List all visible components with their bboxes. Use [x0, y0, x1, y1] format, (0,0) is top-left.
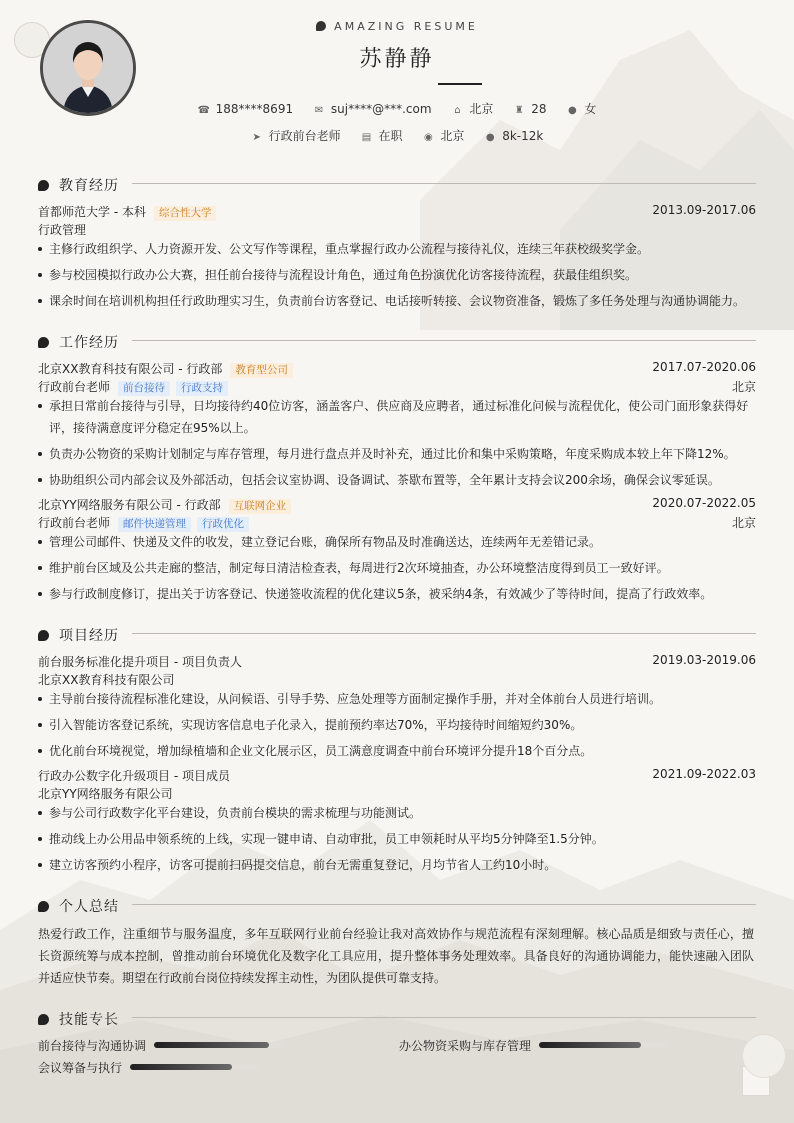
job-header: 北京XX教育科技有限公司 - 行政部 教育型公司 2017.07-2020.06 — [38, 360, 756, 376]
skill-bar — [539, 1042, 667, 1048]
skill-tag: 前台接待 — [118, 381, 170, 396]
section-title: 项目经历 — [38, 625, 119, 645]
decorative-circle — [742, 1034, 786, 1078]
list-item: 引入智能访客登记系统，实现访客信息电子化录入，提前预约率达70%，平均接待时间缩短约30%。 — [38, 714, 750, 736]
contact-age: ♜ 28 — [514, 102, 547, 116]
education-header: 首都师范大学 - 本科 综合性大学 2013.09-2017.06 — [38, 203, 756, 219]
name-divider — [438, 83, 482, 85]
list-item: 参与校园模拟行政办公大赛，担任前台接待与流程设计角色，通过角色扮演优化访客接待流程，获最佳组织奖。 — [38, 264, 750, 286]
location-icon: ◉ — [423, 132, 433, 143]
section-title: 工作经历 — [38, 332, 119, 352]
job-role: 行政前台老师 邮件快递管理 行政优化 北京 — [38, 516, 756, 530]
candidate-name: 苏静静 — [359, 47, 435, 72]
gender-icon: ● — [567, 105, 577, 116]
ink-drop-icon — [38, 337, 49, 348]
skill-name: 办公物资采购与库存管理 — [399, 1039, 532, 1053]
age-icon: ♜ — [514, 105, 524, 116]
section-divider — [132, 183, 756, 184]
list-item: 主导前台接待流程标准化建设，从问候语、引导手势、应急处理等方面制定操作手册，并对全体前台人员进行培训。 — [38, 688, 750, 710]
skill-bar-fill — [539, 1042, 641, 1048]
intent-city: ◉ 北京 — [423, 129, 465, 143]
project-period: 2021.09-2022.03 — [652, 767, 756, 781]
intent-position: ➤ 行政前台老师 — [252, 129, 341, 143]
work-section — [38, 332, 756, 352]
list-item: 维护前台区域及公共走廊的整洁，制定每日清洁检查表，每周进行2次环境抽查，办公环境整洁度得到员工一致好评。 — [38, 557, 750, 579]
company-tag: 教育型公司 — [230, 363, 293, 378]
contact-row — [0, 100, 794, 117]
company-tag: 互联网企业 — [229, 499, 292, 514]
job-period: 2017.07-2020.06 — [652, 360, 756, 374]
list-item: 推动线上办公用品申领系统的上线，实现一键申请、自动审批，员工申领耗时从平均5分钟降至1.5分钟。 — [38, 828, 750, 850]
job-period: 2020.07-2022.05 — [652, 496, 756, 510]
job-city: 北京 — [731, 380, 756, 394]
job-role: 行政前台老师 前台接待 行政支持 北京 — [38, 380, 756, 394]
briefcase-icon: ▤ — [361, 132, 372, 143]
section-title: 技能专长 — [38, 1009, 119, 1029]
skill-bar — [154, 1042, 282, 1048]
contact-gender: ● 女 — [567, 102, 597, 116]
skill-bar-fill — [154, 1042, 269, 1048]
contact-home: ⌂ 北京 — [451, 100, 493, 117]
section-divider — [132, 340, 756, 341]
project-header: 行政办公数字化升级项目 - 项目成员 2021.09-2022.03 — [38, 767, 756, 783]
list-item: 建立访客预约小程序，访客可提前扫码提交信息，前台无需重复登记，月均节省人工约10小时。 — [38, 854, 750, 876]
job-city: 北京 — [731, 516, 756, 530]
education-section — [38, 175, 756, 195]
skills-section — [38, 1009, 756, 1029]
ink-drop-icon — [38, 901, 49, 912]
phone-icon: ☎ — [197, 105, 211, 116]
brand-label: AMAZING RESUME — [0, 20, 794, 33]
summary-section — [38, 896, 756, 916]
section-title: 个人总结 — [38, 896, 119, 916]
ink-drop-icon — [38, 180, 49, 191]
contact-email: ✉ suj****@***.com — [314, 102, 432, 116]
list-item: 参与公司行政数字化平台建设，负责前台模块的需求梳理与功能测试。 — [38, 802, 750, 824]
ink-drop-icon — [38, 630, 49, 641]
section-divider — [132, 1017, 756, 1018]
skill-tag: 行政优化 — [197, 517, 249, 532]
intent-salary: ● 8k-12k — [485, 129, 544, 143]
ink-drop-icon — [38, 1014, 49, 1025]
project-header: 前台服务标准化提升项目 - 项目负责人 2019.03-2019.06 — [38, 653, 756, 669]
project-org: 北京XX教育科技有限公司 — [38, 673, 175, 687]
education-period: 2013.09-2017.06 — [652, 203, 756, 217]
section-divider — [132, 904, 756, 905]
job-header: 北京YY网络服务有限公司 - 行政部 互联网企业 2020.07-2022.05 — [38, 496, 756, 512]
home-icon: ⌂ — [454, 105, 461, 116]
skill-bar-fill — [130, 1064, 232, 1070]
skill-tag: 邮件快递管理 — [118, 517, 191, 532]
send-icon: ➤ — [252, 132, 261, 143]
section-title: 教育经历 — [38, 175, 119, 195]
skill-name: 前台接待与沟通协调 — [38, 1039, 147, 1053]
mail-icon: ✉ — [314, 105, 324, 116]
project-org: 北京YY网络服务有限公司 — [38, 787, 173, 801]
list-item: 协助组织公司内部会议及外部活动，包括会议室协调、设备调试、茶歇布置等，全年累计支持会议200余场，确保会议零延误。 — [38, 469, 750, 491]
list-item: 主修行政组织学、人力资源开发、公文写作等课程，重点掌握行政办公流程与接待礼仪，连续三年获校级奖学金。 — [38, 238, 750, 260]
section-divider — [132, 633, 756, 634]
project-section — [38, 625, 756, 645]
ink-drop-icon — [316, 21, 326, 31]
education-major: 行政管理 — [38, 223, 87, 237]
school-tag: 综合性大学 — [154, 206, 217, 221]
list-item: 承担日常前台接待与引导，日均接待约40位访客，涵盖客户、供应商及应聘者，通过标准化问候与流程优化，使公司门面形象获得好评，接待满意度评分稳定在95%以上。 — [38, 395, 750, 439]
intent-row — [0, 127, 794, 144]
skill-name: 会议筹备与执行 — [38, 1061, 123, 1075]
list-item: 管理公司邮件、快递及文件的收发，建立登记台账，确保所有物品及时准确送达，连续两年无差错记录。 — [38, 531, 750, 553]
intent-status: ▤ 在职 — [361, 129, 403, 143]
list-item: 优化前台环境视觉，增加绿植墙和企业文化展示区，员工满意度调查中前台环境评分提升18个百分点。 — [38, 740, 750, 762]
project-period: 2019.03-2019.06 — [652, 653, 756, 667]
summary-text: 热爱行政工作，注重细节与服务温度，多年互联网行业前台经验让我对高效协作与规范流程有深刻理解。核心品质是细致与责任心，擅长资源统筹与成本控制，曾推动前台环境优化及数字化工具应用，提升整体事务处理效率。具备良好的沟通协调能力，能快速融入团队并适应快节奏。期望在行政前台岗位持续发挥主动性，为团队提供可靠支持。 — [38, 927, 754, 985]
contact-phone: ☎ 188****8691 — [197, 102, 294, 116]
list-item: 参与行政制度修订，提出关于访客登记、快递签收流程的优化建议5条，被采纳4条，有效减少了等待时间，提高了行政效率。 — [38, 583, 750, 605]
list-item: 负责办公物资的采购计划制定与库存管理，每月进行盘点并及时补充，通过比价和集中采购策略，年度采购成本较上年下降12%。 — [38, 443, 750, 465]
skill-tag: 行政支持 — [176, 381, 228, 396]
skill-bar — [130, 1064, 258, 1070]
list-item: 课余时间在培训机构担任行政助理实习生，负责前台访客登记、电话接听转接、会议物资准备，锻炼了多任务处理与沟通协调能力。 — [38, 290, 750, 312]
salary-icon: ● — [485, 132, 495, 143]
